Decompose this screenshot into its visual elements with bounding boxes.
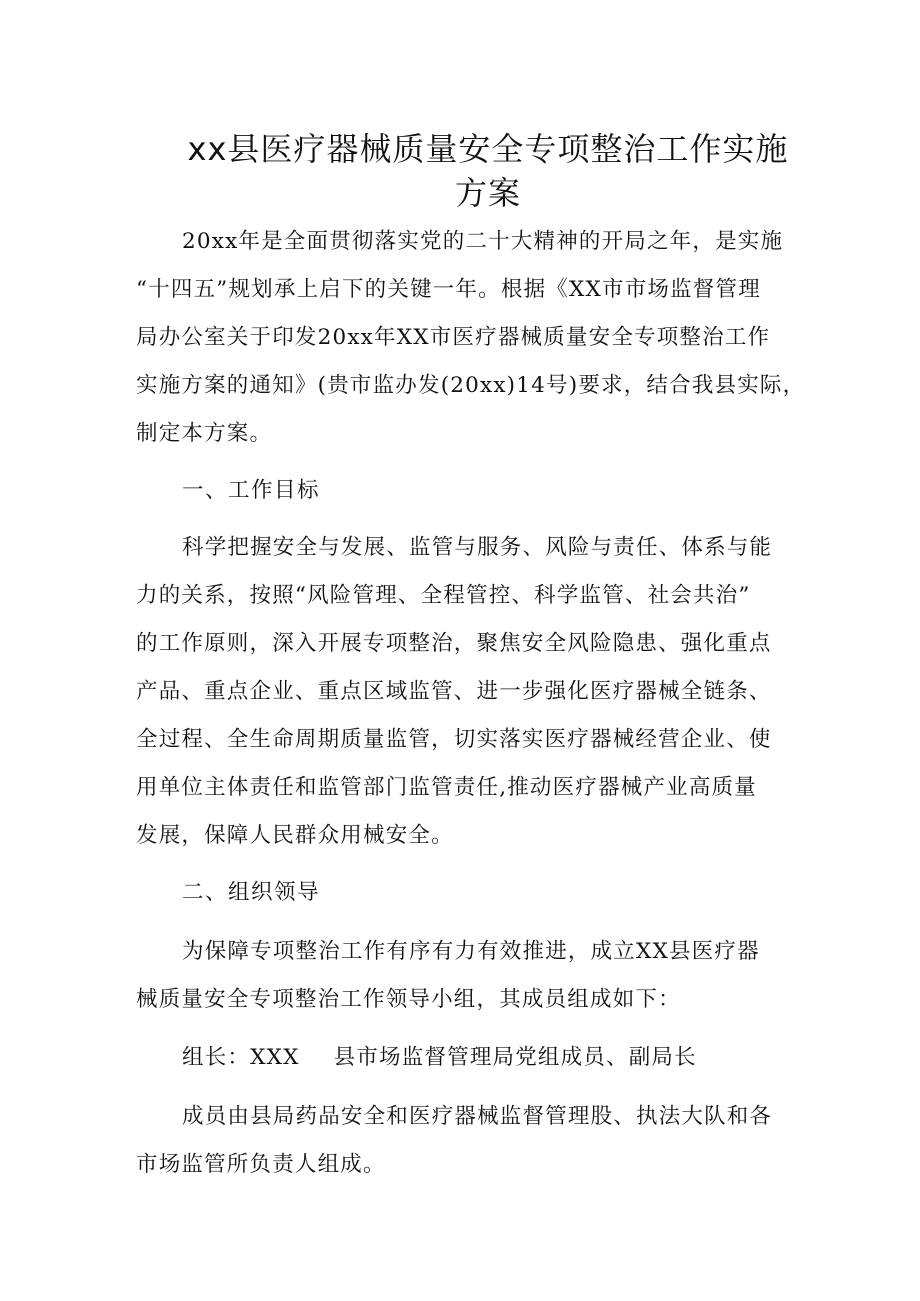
leader-label: 组长：XXX — [182, 1045, 300, 1070]
goals-line: 产品、重点企业、重点区域监管、进一步强化医疗器械全链条、 — [136, 679, 772, 704]
intro-line: 实施方案的通知》(贵市监办发(20xx)14号)要求，结合我县实际， — [136, 373, 806, 398]
organization-line: 为保障专项整治工作有序有力有效推进，成立XX县医疗器 — [182, 939, 760, 964]
goals-line: 力的关系，按照“风险管理、全程管控、科学监管、社会共治” — [136, 583, 751, 608]
goals-line: 全过程、全生命周期质量监管，切实落实医疗器械经营企业、使 — [136, 727, 772, 752]
members-line: 市场监管所负责人组成。 — [136, 1152, 386, 1177]
goals-line: 用单位主体责任和监管部门监管责任,推动医疗器械产业高质量 — [136, 775, 757, 800]
intro-line: 20xx年是全面贯彻落实党的二十大精神的开局之年，是实施 — [182, 229, 784, 254]
section-heading-goals: 一、工作目标 — [182, 478, 321, 503]
leader-line — [182, 1043, 697, 1073]
document-title-line-2: 方案 — [454, 174, 521, 212]
members-line: 成员由县局药品安全和医疗器械监督管理股、执法大队和各 — [182, 1104, 773, 1129]
document-title-line-1: xx县医疗器械质量安全专项整治工作实施 — [187, 130, 789, 168]
organization-line: 械质量安全专项整治工作领导小组，其成员组成如下： — [136, 987, 681, 1012]
section-heading-organization: 二、组织领导 — [182, 880, 321, 905]
goals-line: 的工作原则，深入开展专项整治，聚焦安全风险隐患、强化重点 — [136, 631, 772, 656]
goals-line: 科学把握安全与发展、监管与服务、风险与责任、体系与能 — [182, 535, 773, 560]
goals-line: 发展，保障人民群众用械安全。 — [136, 823, 454, 848]
intro-line: “十四五”规划承上启下的关键一年。根据《XX市市场监督管理 — [136, 277, 761, 302]
intro-line: 局办公室关于印发20xx年XX市医疗器械质量安全专项整治工作 — [136, 325, 771, 350]
intro-line: 制定本方案。 — [136, 421, 273, 446]
leader-title: 县市场监督管理局党组成员、副局长 — [333, 1045, 697, 1070]
